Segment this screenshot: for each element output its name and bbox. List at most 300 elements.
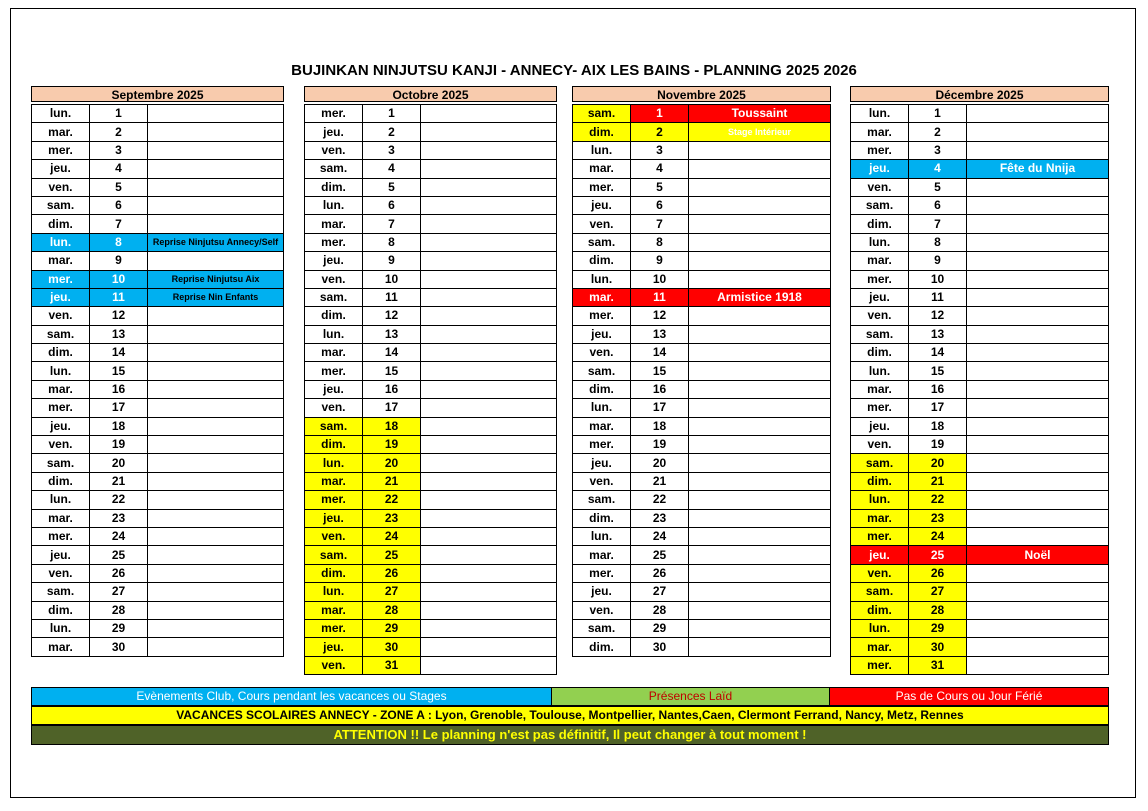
- day-name: jeu.: [573, 583, 631, 601]
- day-note: [421, 564, 557, 582]
- day-note: [148, 380, 284, 398]
- day-name: dim.: [851, 344, 909, 362]
- day-row: [851, 325, 1109, 343]
- day-row: [851, 362, 1109, 380]
- day-number: 7: [90, 215, 148, 233]
- day-row: [32, 417, 284, 435]
- day-row: [305, 233, 557, 251]
- day-name: ven.: [851, 178, 909, 196]
- day-number: 27: [90, 583, 148, 601]
- day-row: [573, 491, 831, 509]
- day-number: 21: [631, 472, 689, 490]
- day-row: [32, 564, 284, 582]
- day-name: mar.: [851, 509, 909, 527]
- day-number: 10: [90, 270, 148, 288]
- day-note: [421, 399, 557, 417]
- day-number: 6: [909, 196, 967, 214]
- day-note: [967, 638, 1109, 656]
- day-name: ven.: [851, 564, 909, 582]
- day-number: 25: [363, 546, 421, 564]
- day-name: dim.: [851, 215, 909, 233]
- day-number: 20: [909, 454, 967, 472]
- day-number: 23: [90, 509, 148, 527]
- day-note: [689, 141, 831, 159]
- day-note: [967, 417, 1109, 435]
- day-note: [967, 601, 1109, 619]
- day-note: [967, 583, 1109, 601]
- day-number: 3: [631, 141, 689, 159]
- day-row: [851, 123, 1109, 141]
- day-note: [967, 454, 1109, 472]
- day-note: Stage Intérieur: [689, 123, 831, 141]
- day-number: 28: [363, 601, 421, 619]
- day-name: mer.: [32, 141, 90, 159]
- day-note: [421, 105, 557, 123]
- day-row: [32, 233, 284, 251]
- day-name: lun.: [32, 105, 90, 123]
- day-number: 20: [363, 454, 421, 472]
- day-note: [689, 417, 831, 435]
- day-name: lun.: [32, 362, 90, 380]
- day-row: [573, 380, 831, 398]
- day-name: lun.: [32, 491, 90, 509]
- day-name: lun.: [573, 399, 631, 417]
- day-name: jeu.: [305, 123, 363, 141]
- day-note: [689, 399, 831, 417]
- day-note: Reprise Ninjutsu Annecy/Self: [148, 233, 284, 251]
- day-name: jeu.: [573, 325, 631, 343]
- day-note: [967, 527, 1109, 545]
- day-name: mer.: [305, 362, 363, 380]
- day-name: jeu.: [305, 380, 363, 398]
- day-note: [421, 436, 557, 454]
- legend-no-class: Pas de Cours ou Jour Férié: [830, 688, 1108, 705]
- day-number: 11: [90, 288, 148, 306]
- day-note: Reprise Nin Enfants: [148, 288, 284, 306]
- day-number: 2: [909, 123, 967, 141]
- day-number: 16: [90, 380, 148, 398]
- day-row: [305, 123, 557, 141]
- day-name: dim.: [851, 472, 909, 490]
- month-november: [572, 86, 831, 657]
- day-number: 19: [909, 436, 967, 454]
- day-row: [851, 380, 1109, 398]
- day-row: [573, 141, 831, 159]
- day-note: [689, 564, 831, 582]
- day-note: [148, 344, 284, 362]
- day-note: [967, 123, 1109, 141]
- day-name: jeu.: [305, 252, 363, 270]
- day-row: [573, 546, 831, 564]
- day-row: [32, 288, 284, 306]
- day-row: [573, 436, 831, 454]
- day-name: dim.: [305, 307, 363, 325]
- day-note: [967, 472, 1109, 490]
- day-number: 28: [631, 601, 689, 619]
- day-number: 30: [90, 638, 148, 656]
- day-row: [32, 215, 284, 233]
- day-row: [305, 399, 557, 417]
- day-note: [689, 252, 831, 270]
- day-name: lun.: [305, 454, 363, 472]
- day-number: 20: [631, 454, 689, 472]
- day-row: [305, 196, 557, 214]
- day-note: [967, 564, 1109, 582]
- day-number: 25: [90, 546, 148, 564]
- day-note: [148, 252, 284, 270]
- day-row: [32, 546, 284, 564]
- day-note: [148, 527, 284, 545]
- day-note: [967, 325, 1109, 343]
- day-note: [148, 160, 284, 178]
- day-name: ven.: [305, 141, 363, 159]
- month-december: [850, 86, 1109, 675]
- day-number: 19: [90, 436, 148, 454]
- day-number: 10: [909, 270, 967, 288]
- day-name: mer.: [851, 141, 909, 159]
- day-row: [32, 307, 284, 325]
- day-number: 8: [631, 233, 689, 251]
- day-number: 6: [631, 196, 689, 214]
- day-row: [305, 546, 557, 564]
- day-note: [689, 215, 831, 233]
- day-note: [148, 491, 284, 509]
- day-row: [32, 252, 284, 270]
- day-number: 9: [363, 252, 421, 270]
- month-october: [304, 86, 557, 675]
- day-number: 27: [363, 583, 421, 601]
- day-row: [573, 509, 831, 527]
- day-note: [689, 233, 831, 251]
- day-note: [148, 123, 284, 141]
- day-row: [851, 656, 1109, 674]
- day-name: ven.: [32, 436, 90, 454]
- day-number: 23: [909, 509, 967, 527]
- day-name: mar.: [32, 509, 90, 527]
- day-note: [967, 307, 1109, 325]
- day-row: [573, 288, 831, 306]
- day-row: [305, 307, 557, 325]
- day-name: jeu.: [851, 417, 909, 435]
- day-row: [851, 270, 1109, 288]
- day-note: [421, 454, 557, 472]
- day-row: [573, 344, 831, 362]
- day-row: [573, 105, 831, 123]
- day-note: [421, 362, 557, 380]
- day-number: 31: [909, 656, 967, 674]
- day-note: [148, 417, 284, 435]
- day-name: sam.: [305, 546, 363, 564]
- day-note: [421, 638, 557, 656]
- day-row: [305, 178, 557, 196]
- day-name: jeu.: [573, 454, 631, 472]
- day-note: [421, 196, 557, 214]
- day-row: [851, 619, 1109, 637]
- day-note: [689, 472, 831, 490]
- day-note: [967, 436, 1109, 454]
- day-name: sam.: [573, 362, 631, 380]
- day-name: mer.: [851, 270, 909, 288]
- day-number: 21: [90, 472, 148, 490]
- day-row: [305, 105, 557, 123]
- day-number: 20: [90, 454, 148, 472]
- day-row: [573, 270, 831, 288]
- legend-row: [31, 687, 1109, 706]
- day-name: dim.: [573, 638, 631, 656]
- day-row: [573, 233, 831, 251]
- day-number: 28: [90, 601, 148, 619]
- day-row: [851, 399, 1109, 417]
- day-name: jeu.: [573, 196, 631, 214]
- day-row: [32, 178, 284, 196]
- day-note: [421, 270, 557, 288]
- day-note: [421, 252, 557, 270]
- day-note: [148, 546, 284, 564]
- day-name: mer.: [305, 233, 363, 251]
- day-note: [967, 178, 1109, 196]
- day-name: ven.: [32, 178, 90, 196]
- day-name: lun.: [32, 619, 90, 637]
- day-name: mar.: [851, 123, 909, 141]
- day-row: [32, 123, 284, 141]
- day-name: jeu.: [305, 509, 363, 527]
- day-name: ven.: [573, 472, 631, 490]
- day-name: ven.: [851, 307, 909, 325]
- day-row: [32, 619, 284, 637]
- day-row: [851, 105, 1109, 123]
- day-name: lun.: [305, 325, 363, 343]
- day-row: [851, 564, 1109, 582]
- day-number: 27: [631, 583, 689, 601]
- day-row: [305, 638, 557, 656]
- day-number: 9: [90, 252, 148, 270]
- day-note: [148, 583, 284, 601]
- day-note: [421, 233, 557, 251]
- day-row: [573, 160, 831, 178]
- day-row: [305, 344, 557, 362]
- day-number: 12: [909, 307, 967, 325]
- day-note: [689, 307, 831, 325]
- day-name: dim.: [573, 123, 631, 141]
- day-row: [305, 509, 557, 527]
- day-row: [573, 178, 831, 196]
- day-name: lun.: [851, 491, 909, 509]
- day-row: [32, 270, 284, 288]
- day-note: [421, 215, 557, 233]
- day-name: jeu.: [32, 546, 90, 564]
- day-name: mer.: [32, 527, 90, 545]
- day-number: 8: [363, 233, 421, 251]
- day-row: [573, 325, 831, 343]
- day-row: [851, 638, 1109, 656]
- day-name: mer.: [32, 399, 90, 417]
- day-note: [148, 215, 284, 233]
- day-name: lun.: [851, 362, 909, 380]
- day-row: [32, 362, 284, 380]
- day-note: Reprise Ninjutsu Aix: [148, 270, 284, 288]
- day-note: [967, 399, 1109, 417]
- day-row: [851, 344, 1109, 362]
- day-note: [148, 105, 284, 123]
- day-name: mer.: [305, 105, 363, 123]
- day-name: mar.: [32, 380, 90, 398]
- day-row: [32, 509, 284, 527]
- day-name: ven.: [573, 601, 631, 619]
- day-row: [32, 583, 284, 601]
- month-table: [850, 104, 1109, 675]
- day-number: 23: [631, 509, 689, 527]
- day-note: [421, 288, 557, 306]
- day-name: dim.: [32, 344, 90, 362]
- day-note: [421, 546, 557, 564]
- legend-vacances: VACANCES SCOLAIRES ANNECY - ZONE A : Lyon, Grenoble, Toulouse, Montpellier, Nantes,Caen, Clermont Ferrand, Nancy, Metz, Rennes: [31, 706, 1109, 725]
- day-number: 24: [631, 527, 689, 545]
- day-note: [421, 417, 557, 435]
- day-number: 5: [363, 178, 421, 196]
- day-name: sam.: [305, 288, 363, 306]
- month-header: Octobre 2025: [304, 86, 557, 102]
- day-number: 14: [90, 344, 148, 362]
- day-row: [851, 160, 1109, 178]
- day-note: [689, 362, 831, 380]
- day-note: [148, 307, 284, 325]
- day-row: [573, 252, 831, 270]
- day-number: 22: [90, 491, 148, 509]
- day-name: jeu.: [851, 160, 909, 178]
- day-row: [305, 252, 557, 270]
- day-name: sam.: [851, 196, 909, 214]
- day-row: [573, 362, 831, 380]
- day-name: jeu.: [32, 288, 90, 306]
- day-name: mer.: [32, 270, 90, 288]
- day-name: mer.: [305, 491, 363, 509]
- day-number: 31: [363, 656, 421, 674]
- day-number: 1: [363, 105, 421, 123]
- day-number: 5: [909, 178, 967, 196]
- day-row: [851, 546, 1109, 564]
- day-note: [421, 160, 557, 178]
- day-number: 6: [90, 196, 148, 214]
- month-table: [304, 104, 557, 675]
- day-row: [305, 215, 557, 233]
- day-note: [967, 362, 1109, 380]
- day-note: [148, 325, 284, 343]
- day-name: lun.: [32, 233, 90, 251]
- day-name: mar.: [32, 252, 90, 270]
- day-note: [967, 288, 1109, 306]
- day-row: [573, 619, 831, 637]
- day-row: [32, 160, 284, 178]
- day-number: 7: [363, 215, 421, 233]
- day-row: [32, 436, 284, 454]
- day-note: [148, 436, 284, 454]
- page-title: BUJINKAN NINJUTSU KANJI - ANNECY- AIX LES BAINS - PLANNING 2025 2026: [291, 62, 857, 79]
- day-row: [32, 527, 284, 545]
- day-row: [32, 491, 284, 509]
- day-note: [421, 123, 557, 141]
- day-note: [421, 527, 557, 545]
- day-note: [967, 270, 1109, 288]
- day-name: sam.: [851, 454, 909, 472]
- day-number: 23: [363, 509, 421, 527]
- day-name: sam.: [32, 325, 90, 343]
- day-note: [148, 564, 284, 582]
- day-note: [967, 233, 1109, 251]
- day-row: [305, 583, 557, 601]
- day-note: [148, 638, 284, 656]
- day-row: [32, 325, 284, 343]
- day-note: Armistice 1918: [689, 288, 831, 306]
- day-number: 27: [909, 583, 967, 601]
- day-number: 22: [363, 491, 421, 509]
- day-note: [421, 325, 557, 343]
- day-note: [421, 601, 557, 619]
- day-row: [305, 454, 557, 472]
- day-note: [148, 619, 284, 637]
- day-name: mer.: [851, 527, 909, 545]
- day-note: [148, 601, 284, 619]
- day-note: [967, 196, 1109, 214]
- day-number: 3: [909, 141, 967, 159]
- day-number: 19: [631, 436, 689, 454]
- day-row: [32, 141, 284, 159]
- day-name: sam.: [573, 491, 631, 509]
- day-name: mar.: [305, 344, 363, 362]
- day-number: 1: [909, 105, 967, 123]
- day-note: [421, 491, 557, 509]
- day-row: [851, 215, 1109, 233]
- day-number: 29: [631, 619, 689, 637]
- day-row: [573, 601, 831, 619]
- day-name: sam.: [851, 583, 909, 601]
- day-row: [32, 399, 284, 417]
- day-row: [32, 601, 284, 619]
- day-note: [967, 380, 1109, 398]
- day-number: 6: [363, 196, 421, 214]
- day-name: dim.: [32, 601, 90, 619]
- day-number: 26: [909, 564, 967, 582]
- day-number: 9: [909, 252, 967, 270]
- day-note: [967, 105, 1109, 123]
- day-row: [851, 601, 1109, 619]
- day-note: [967, 656, 1109, 674]
- day-name: lun.: [573, 141, 631, 159]
- day-number: 8: [909, 233, 967, 251]
- day-number: 13: [631, 325, 689, 343]
- day-name: sam.: [305, 417, 363, 435]
- day-row: [305, 564, 557, 582]
- day-note: [421, 656, 557, 674]
- day-name: jeu.: [32, 417, 90, 435]
- day-note: [689, 325, 831, 343]
- day-name: mar.: [573, 417, 631, 435]
- day-name: ven.: [573, 215, 631, 233]
- day-name: mar.: [573, 160, 631, 178]
- day-note: [689, 509, 831, 527]
- day-number: 22: [909, 491, 967, 509]
- day-note: [967, 141, 1109, 159]
- day-row: [573, 638, 831, 656]
- day-number: 15: [90, 362, 148, 380]
- day-number: 1: [90, 105, 148, 123]
- month-table: [572, 104, 831, 657]
- day-note: [421, 509, 557, 527]
- day-number: 8: [90, 233, 148, 251]
- day-note: [421, 141, 557, 159]
- day-number: 5: [631, 178, 689, 196]
- day-note: Toussaint: [689, 105, 831, 123]
- day-note: [967, 252, 1109, 270]
